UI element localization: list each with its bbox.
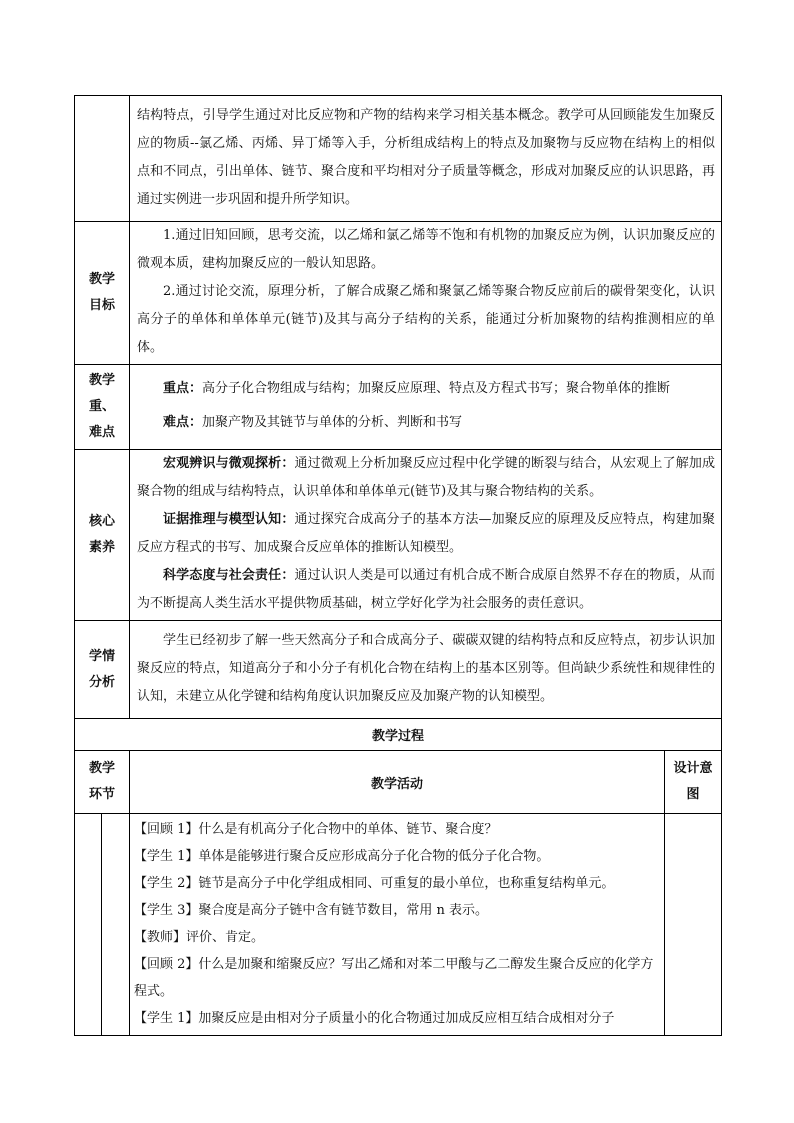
intent-header: 设计意图	[665, 751, 722, 814]
objectives-label: 教学目标	[75, 222, 130, 365]
stage-cell-right	[102, 814, 130, 1036]
literacy-item-3: 科学态度与社会责任：通过认识人类是可以通过有机合成不断合成原自然界不存在的物质，从而为不断提高人类生活水平提供物质基础，树立学好化学为社会服务的责任意识。	[137, 568, 715, 611]
objectives-text	[130, 222, 722, 365]
lesson-plan-table	[74, 95, 722, 1036]
difficult-label: 难点：	[163, 415, 203, 430]
analysis-text: 学生已经初步了解一些天然高分子和合成高分子、碳碳双键的结构特点和反应特点，初步认识加聚反应的特点，知道高分子和小分子有机化合物在结构上的基本区别等。但尚缺少系统性和规律性的认知，未建立从化学键和结构角度认识加聚反应及加聚产物的认知模型。	[130, 621, 722, 719]
process-title: 教学过程	[75, 719, 722, 751]
stage-header: 教学环节	[75, 751, 130, 814]
objective-1: 1.通过旧知回顾，思考交流，以乙烯和氯乙烯等不饱和有机物的加聚反应为例，认识加聚反应的微观本质，建构加聚反应的一般认知思路。	[137, 228, 716, 271]
dialog-line: 【学生 1】单体是能够进行聚合反应形成高分子化合物的低分子化合物。	[134, 849, 550, 864]
intro-row	[75, 96, 722, 222]
dialog-line: 【学生 2】链节是高分子中化学组成相同、可重复的最小单位，也称重复结构单元。	[134, 876, 615, 891]
intro-label-cell	[75, 96, 130, 222]
literacy-item-2: 证据推理与模型认知：通过探究合成高分子的基本方法—加聚反应的原理及反应特点，构建加聚反应方程式的书写、加成聚合反应单体的推断认知模型。	[137, 512, 715, 555]
process-title-row	[75, 719, 722, 751]
objective-2: 2.通过讨论交流，原理分析，了解合成聚乙烯和聚氯乙烯等聚合物反应前后的碳骨架变化，认识高分子的单体和单体单元(链节)及其与高分子结构的关系，能通过分析加聚物的结构推测相应的单体。	[137, 284, 716, 355]
dialog-line: 【教师】评价、肯定。	[134, 930, 265, 945]
activity-content	[130, 814, 665, 1036]
dialog-line: 【回顾 2】什么是加聚和缩聚反应？写出乙烯和对苯二甲酸与乙二醇发生聚合反应的化学方程式。	[134, 957, 654, 999]
objectives-row	[75, 222, 722, 365]
literacy-item-1: 宏观辨识与微观探析：通过微观上分析加聚反应过程中化学键的断裂与结合，从宏观上了解加成聚合物的组成与结构特点，认识单体和单体单元(链节)及其与聚合物结构的关系。	[137, 456, 715, 499]
process-header-row	[75, 751, 722, 814]
key-text: 高分子化合物组成与结构；加聚反应原理、特点及方程式书写；聚合物单体的推断	[202, 381, 671, 396]
dialog-line: 【学生 1】加聚反应是由相对分子质量小的化合物通过加成反应相互结合成相对分子	[134, 1011, 615, 1026]
intent-cell	[665, 814, 722, 1036]
dialog-line: 【回顾 1】什么是有机高分子化合物中的单体、链节、聚合度？	[134, 822, 498, 837]
literacy-label: 核心素养	[75, 450, 130, 621]
key-points-row	[75, 365, 722, 450]
key-points-label: 教学重、难点	[75, 365, 130, 450]
difficult-text: 加聚产物及其链节与单体的分析、判断和书写	[202, 415, 463, 430]
literacy-text	[130, 450, 722, 621]
activity-header: 教学活动	[130, 751, 665, 814]
intro-text: 结构特点，引导学生通过对比反应物和产物的结构来学习相关基本概念。教学可从回顾能发生加聚反应的物质--氯乙烯、丙烯、异丁烯等入手，分析组成结构上的特点及加聚物与反应物在结构上的相似点和不同点，引出单体、链节、聚合度和平均相对分子质量等概念，形成对加聚反应的认识思路，再通过实例进一步巩固和提升所学知识。	[130, 96, 722, 222]
key-points-text	[130, 365, 722, 450]
process-content-row	[75, 814, 722, 1036]
dialog-line: 【学生 3】聚合度是高分子链中含有链节数目，常用 n 表示。	[134, 903, 489, 918]
key-label: 重点：	[163, 381, 203, 396]
analysis-label: 学情分析	[75, 621, 130, 719]
literacy-row	[75, 450, 722, 621]
analysis-row	[75, 621, 722, 719]
stage-cell-left	[75, 814, 102, 1036]
